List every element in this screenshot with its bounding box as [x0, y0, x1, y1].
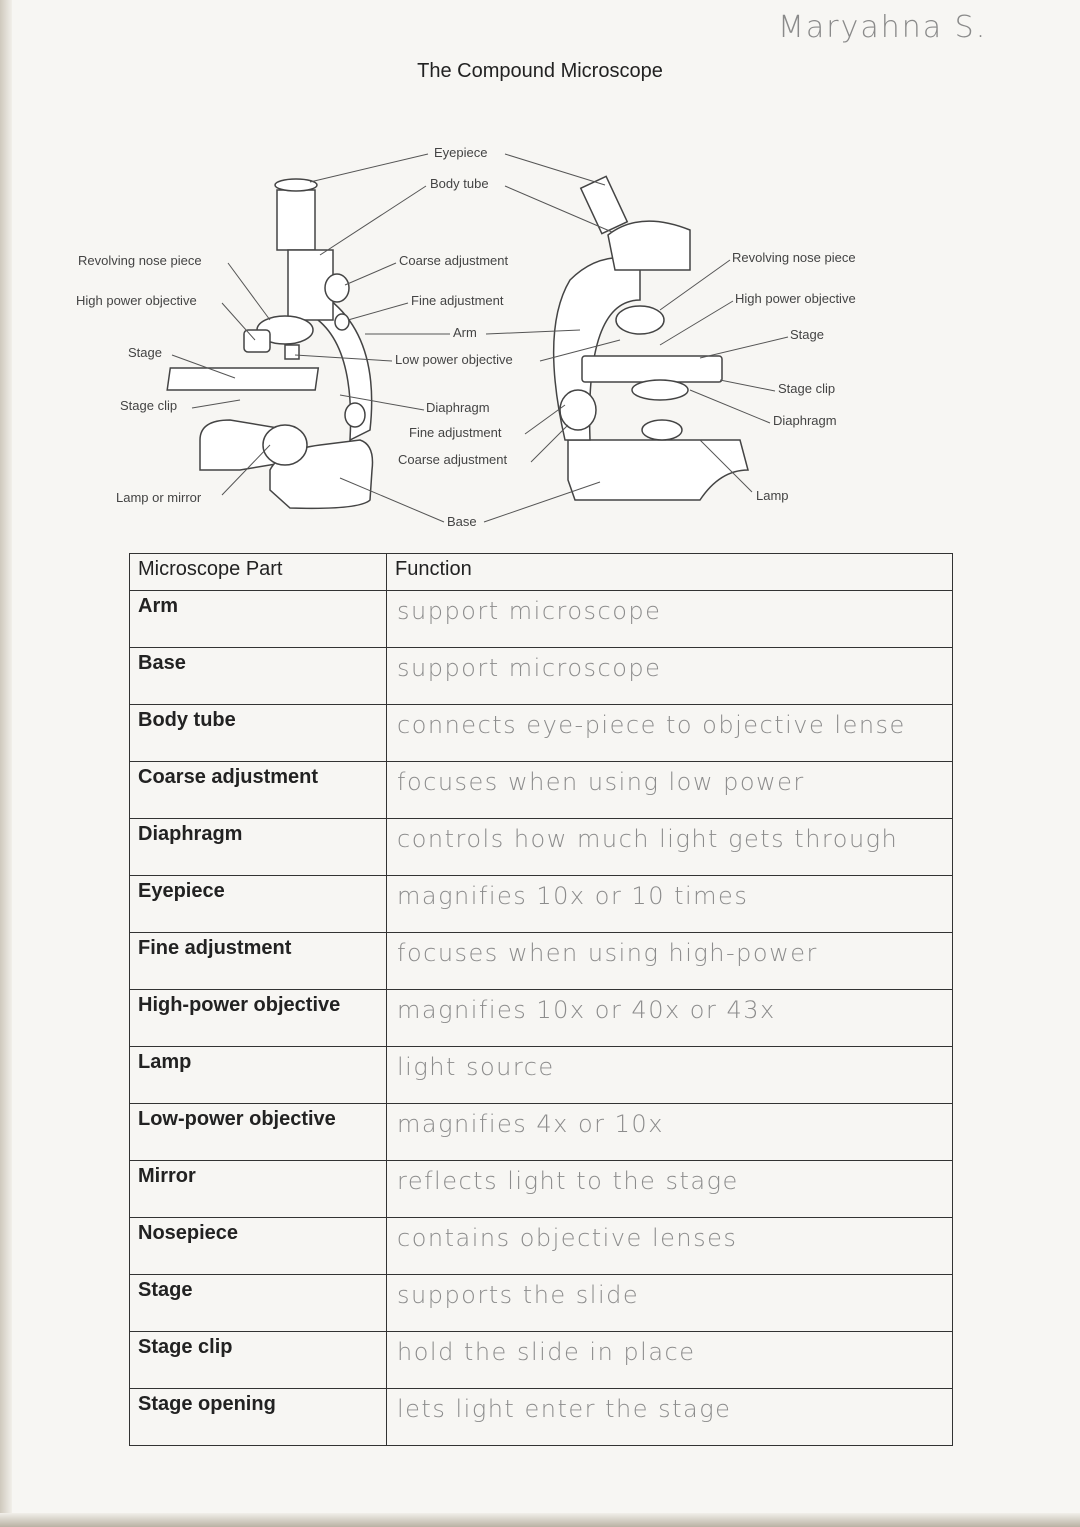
parts-function-table — [129, 553, 953, 1446]
label-stage-clip-right: Stage clip — [778, 381, 836, 396]
part-function-handwritten: contains objective lenses — [387, 1218, 953, 1275]
label-revolving-nose-piece-right: Revolving nose piece — [732, 250, 856, 265]
part-name: Body tube — [130, 705, 387, 762]
table-row — [130, 1161, 953, 1218]
part-name: High-power objective — [130, 990, 387, 1047]
table-row — [130, 990, 953, 1047]
label-diaphragm-right: Diaphragm — [773, 413, 837, 428]
part-name: Diaphragm — [130, 819, 387, 876]
label-stage-clip-left: Stage clip — [120, 398, 178, 413]
table-row — [130, 1332, 953, 1389]
label-stage-right: Stage — [790, 327, 824, 342]
part-function-handwritten: reflects light to the stage — [387, 1161, 953, 1218]
part-function-handwritten: light source — [387, 1047, 953, 1104]
label-coarse-adjustment-top: Coarse adjustment — [399, 253, 509, 268]
label-arm: Arm — [453, 325, 477, 340]
table-row — [130, 876, 953, 933]
part-name: Eyepiece — [130, 876, 387, 933]
table-row — [130, 1104, 953, 1161]
part-name: Nosepiece — [130, 1218, 387, 1275]
part-function-handwritten: focuses when using low power — [387, 762, 953, 819]
table-row — [130, 1218, 953, 1275]
label-lamp-or-mirror: Lamp or mirror — [116, 490, 202, 505]
table-header-row — [130, 554, 953, 591]
table-row — [130, 819, 953, 876]
part-function-handwritten: connects eye-piece to objective lense — [387, 705, 953, 762]
label-high-power-objective-right: High power objective — [735, 291, 856, 306]
label-fine-adjustment-bottom: Fine adjustment — [409, 425, 502, 440]
part-function-handwritten: magnifies 10x or 40x or 43x — [387, 990, 953, 1047]
part-name: Coarse adjustment — [130, 762, 387, 819]
part-name: Low-power objective — [130, 1104, 387, 1161]
part-function-handwritten: support microscope — [387, 591, 953, 648]
label-base: Base — [447, 514, 477, 529]
part-name: Stage clip — [130, 1332, 387, 1389]
part-name: Stage opening — [130, 1389, 387, 1446]
part-name: Stage — [130, 1275, 387, 1332]
part-function-handwritten: support microscope — [387, 648, 953, 705]
part-function-handwritten: magnifies 4x or 10x — [387, 1104, 953, 1161]
right-microscope-drawing — [554, 176, 748, 500]
microscope-illustrations — [0, 0, 1080, 540]
label-diaphragm-center: Diaphragm — [426, 400, 490, 415]
label-coarse-adjustment-bottom: Coarse adjustment — [398, 452, 508, 467]
part-name: Arm — [130, 591, 387, 648]
part-name: Lamp — [130, 1047, 387, 1104]
header-part: Microscope Part — [130, 554, 387, 591]
part-function-handwritten: controls how much light gets through — [387, 819, 953, 876]
part-name: Base — [130, 648, 387, 705]
label-body-tube: Body tube — [430, 176, 489, 191]
table-row — [130, 705, 953, 762]
part-function-handwritten: hold the slide in place — [387, 1332, 953, 1389]
table-row — [130, 1389, 953, 1446]
part-function-handwritten: supports the slide — [387, 1275, 953, 1332]
left-microscope-drawing — [167, 179, 372, 508]
label-eyepiece: Eyepiece — [434, 145, 488, 160]
label-lamp: Lamp — [756, 488, 789, 503]
table-row — [130, 933, 953, 990]
table-row — [130, 1275, 953, 1332]
label-stage-left: Stage — [128, 345, 162, 360]
table-row — [130, 762, 953, 819]
header-function: Function — [387, 554, 953, 591]
table-row — [130, 648, 953, 705]
table-row — [130, 1047, 953, 1104]
table-row — [130, 591, 953, 648]
student-name: Maryahna S. — [778, 10, 988, 45]
part-name: Fine adjustment — [130, 933, 387, 990]
label-low-power-objective: Low power objective — [395, 352, 513, 367]
label-revolving-nose-piece-left: Revolving nose piece — [78, 253, 202, 268]
part-function-handwritten: focuses when using high-power — [387, 933, 953, 990]
worksheet-title: The Compound Microscope — [417, 60, 663, 82]
part-name: Mirror — [130, 1161, 387, 1218]
part-function-handwritten: magnifies 10x or 10 times — [387, 876, 953, 933]
microscope-diagram — [0, 0, 1080, 540]
part-function-handwritten: lets light enter the stage — [387, 1389, 953, 1446]
label-fine-adjustment-top: Fine adjustment — [411, 293, 504, 308]
scan-edge-bottom — [0, 1513, 1080, 1527]
label-high-power-objective-left: High power objective — [76, 293, 197, 308]
